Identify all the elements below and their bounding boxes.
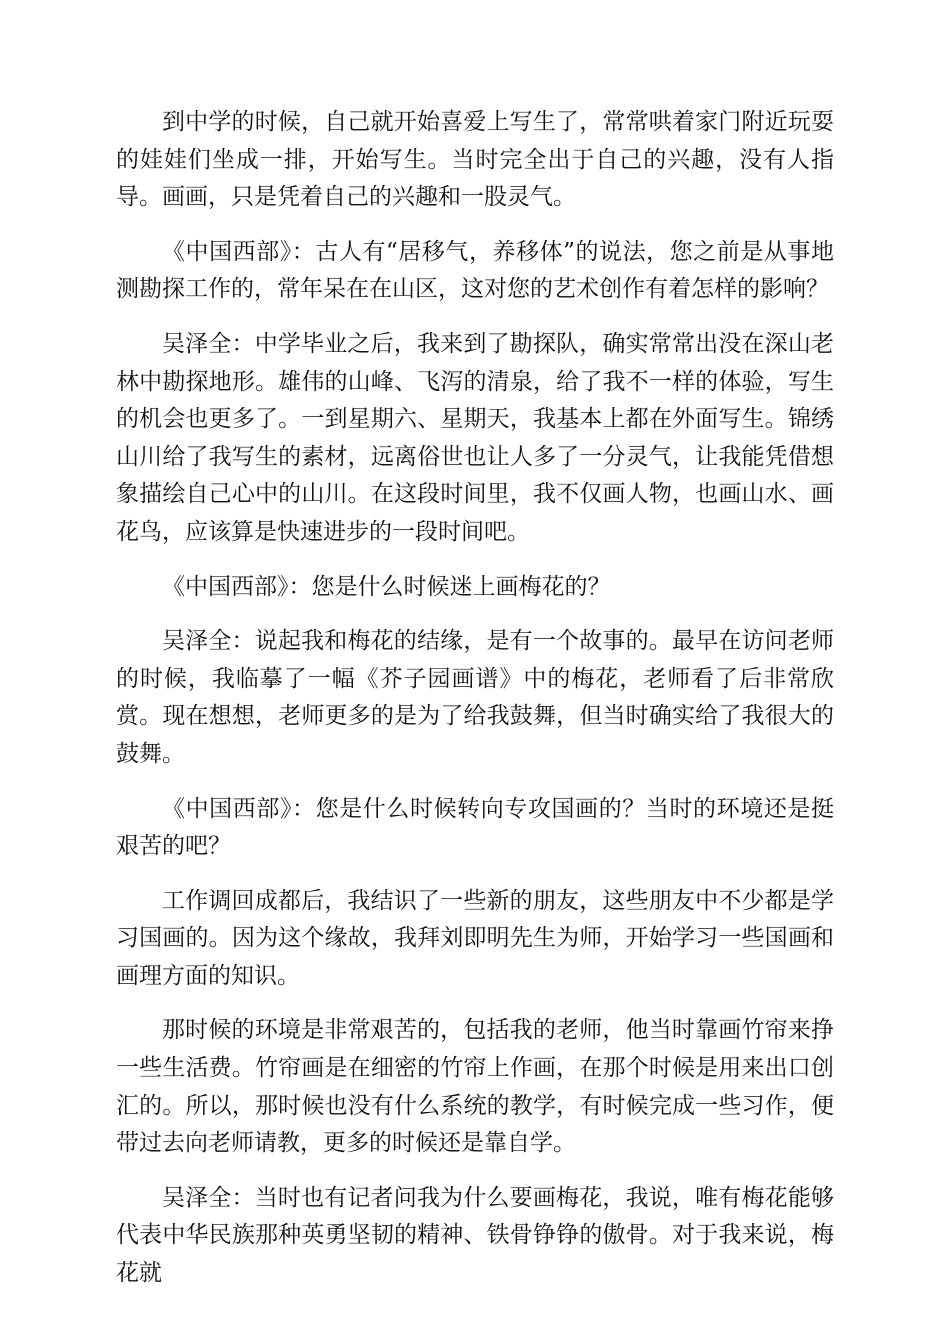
paragraph-1: 到中学的时候，自己就开始喜爱上写生了，常常哄着家门附近玩耍的娃娃们坐成一排，开始写生。当时完全出于自己的兴趣，没有人指导。画画，只是凭着自己的兴趣和一股灵气。 xyxy=(116,109,834,211)
paragraph-9: 吴泽全：当时也有记者问我为什么要画梅花，我说，唯有梅花能够代表中华民族那种英勇坚韧的精神、铁骨铮铮的傲骨。对于我来说，梅花就 xyxy=(116,1184,834,1287)
paragraph-4: 《中国西部》：您是什么时候迷上画梅花的？ xyxy=(162,573,611,600)
paragraph-7: 工作调回成都后，我结识了一些新的朋友，这些朋友中不少都是学习国画的。因为这个缘故，我拜刘即明先生为师，开始学习一些国画和画理方面的知识。 xyxy=(116,887,834,989)
document-page xyxy=(116,104,834,1310)
paragraph-5: 吴泽全：说起我和梅花的结缘，是有一个故事的。最早在访问老师的时候，我临摹了一幅《芥子园画谱》中的梅花，老师看了后非常欣赏。现在想想，老师更多的是为了给我鼓舞，但当时确实给了我很大的鼓舞。 xyxy=(116,628,834,767)
paragraph-8: 那时候的环境是非常艰苦的，包括我的老师，他当时靠画竹帘来挣一些生活费。竹帘画是在细密的竹帘上作画，在那个时候是用来出口创汇的。所以，那时候也没有什么系统的教学，有时候完成一些习作，便带过去向老师请教，更多的时候还是靠自学。 xyxy=(116,1017,834,1157)
paragraph-3: 吴泽全：中学毕业之后，我来到了勘探队，确实常常出没在深山老林中勘探地形。雄伟的山峰、飞泻的清泉，给了我不一样的体验，写生的机会也更多了。一到星期六、星期天，我基本上都在外面写生。锦绣山川给了我写生的素材，远离俗世也让人多了一分灵气，让我能凭借想象描绘自己心中的山川。在这段时间里，我不仅画人物，也画山水、画花鸟，应该算是快速进步的一段时间吧。 xyxy=(116,330,834,545)
paragraph-6: 《中国西部》：您是什么时候转向专攻国画的？当时的环境还是挺艰苦的吧？ xyxy=(116,795,834,860)
paragraph-2: 《中国西部》：古人有“居移气，养移体”的说法，您之前是从事地测勘探工作的，常年呆在在山区，这对您的艺术创作有着怎样的影响？ xyxy=(116,238,834,303)
